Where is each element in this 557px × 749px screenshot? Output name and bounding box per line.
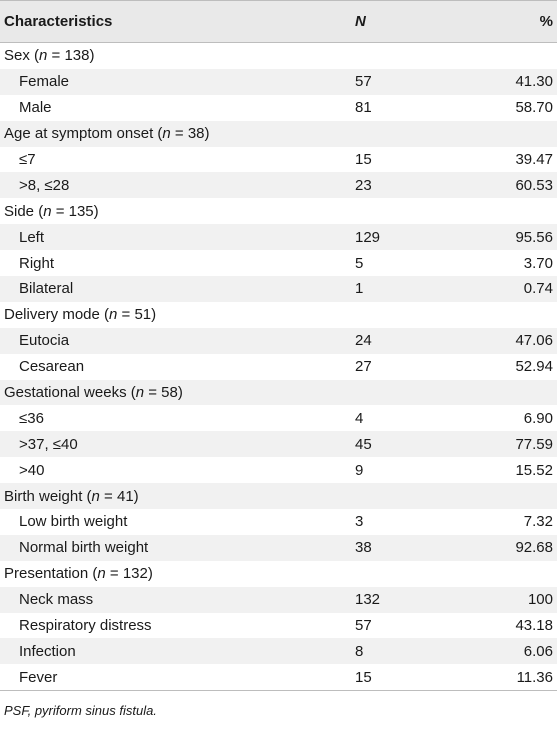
group-label-prefix: Gestational weeks ( bbox=[4, 384, 136, 402]
row-label: >37, ≤40 bbox=[19, 435, 78, 453]
table-header bbox=[0, 0, 557, 43]
group-label-suffix: = 41) bbox=[99, 487, 139, 505]
group-label bbox=[0, 488, 355, 505]
group-label-n: n bbox=[109, 306, 118, 324]
group-label-prefix: Sex ( bbox=[4, 47, 40, 65]
table-row bbox=[0, 587, 557, 613]
row-label: Eutocia bbox=[19, 332, 70, 350]
table-row bbox=[0, 405, 557, 431]
row-label: Respiratory distress bbox=[19, 617, 152, 635]
group-row bbox=[0, 198, 557, 224]
row-percent: 52.94 bbox=[515, 358, 553, 376]
row-n: 81 bbox=[355, 99, 372, 117]
group-label-suffix: = 132) bbox=[105, 565, 153, 583]
row-label: >40 bbox=[19, 461, 45, 479]
table-row bbox=[0, 509, 557, 535]
row-n: 132 bbox=[355, 591, 381, 609]
row-n: 15 bbox=[355, 668, 372, 686]
row-percent: 6.06 bbox=[523, 642, 553, 660]
row-label: Low birth weight bbox=[19, 513, 128, 531]
row-n: 57 bbox=[355, 617, 372, 635]
row-n: 8 bbox=[355, 642, 364, 660]
group-label-suffix: = 58) bbox=[144, 384, 183, 402]
group-row bbox=[0, 483, 557, 509]
group-label-suffix: = 135) bbox=[51, 202, 99, 220]
group-label bbox=[0, 306, 355, 323]
group-label bbox=[0, 384, 355, 401]
row-n: 38 bbox=[355, 539, 372, 557]
row-n: 45 bbox=[355, 435, 372, 453]
group-label-prefix: Delivery mode ( bbox=[4, 306, 110, 324]
group-label-prefix: Age at symptom onset ( bbox=[4, 125, 163, 143]
group-label-prefix: Birth weight ( bbox=[4, 487, 92, 505]
row-percent: 58.70 bbox=[515, 99, 553, 117]
row-percent: 43.18 bbox=[515, 617, 553, 635]
row-n: 15 bbox=[355, 151, 372, 168]
row-label: Left bbox=[19, 228, 45, 246]
row-percent: 92.68 bbox=[515, 539, 553, 557]
table-row bbox=[0, 69, 557, 95]
row-percent: 77.59 bbox=[515, 435, 553, 453]
group-label-suffix: = 38) bbox=[170, 125, 210, 143]
row-n: 129 bbox=[355, 228, 381, 246]
row-percent: 15.52 bbox=[515, 461, 553, 479]
row-n: 23 bbox=[355, 176, 372, 194]
table-row bbox=[0, 457, 557, 483]
group-label-n: n bbox=[135, 384, 145, 402]
row-percent: 100 bbox=[527, 591, 553, 609]
header-n: N bbox=[355, 13, 366, 30]
group-label bbox=[0, 203, 355, 220]
row-label: Female bbox=[19, 73, 70, 91]
row-n: 57 bbox=[355, 73, 372, 91]
group-row bbox=[0, 121, 557, 147]
row-percent: 47.06 bbox=[515, 332, 553, 350]
row-label: Infection bbox=[19, 642, 76, 660]
group-label-n: n bbox=[97, 565, 106, 583]
row-n: 27 bbox=[355, 358, 372, 376]
group-row bbox=[0, 561, 557, 587]
table-row bbox=[0, 613, 557, 639]
table-footnote: PSF, pyriform sinus fistula. bbox=[4, 703, 157, 719]
row-percent: 39.47 bbox=[515, 151, 553, 168]
group-label-n: n bbox=[39, 47, 48, 65]
group-row bbox=[0, 380, 557, 406]
row-n: 5 bbox=[355, 254, 364, 272]
table-row bbox=[0, 431, 557, 457]
row-percent: 0.74 bbox=[523, 280, 553, 298]
group-label-prefix: Side ( bbox=[4, 202, 44, 220]
group-label-n: n bbox=[162, 125, 171, 143]
table-row bbox=[0, 224, 557, 250]
row-n: 4 bbox=[355, 409, 364, 427]
group-label-suffix: = 51) bbox=[117, 306, 157, 324]
row-percent: 6.90 bbox=[523, 409, 553, 427]
row-percent: 11.36 bbox=[516, 668, 553, 686]
group-label-prefix: Presentation ( bbox=[4, 565, 98, 583]
table-row bbox=[0, 147, 557, 173]
row-percent: 7.32 bbox=[523, 513, 553, 531]
group-label bbox=[0, 125, 355, 142]
table-row bbox=[0, 354, 557, 380]
row-percent: 95.56 bbox=[515, 228, 553, 246]
row-label: ≤36 bbox=[19, 409, 44, 427]
table-row bbox=[0, 276, 557, 302]
row-n: 1 bbox=[355, 280, 364, 298]
row-percent: 3.70 bbox=[523, 254, 553, 272]
row-label: Neck mass bbox=[19, 591, 94, 609]
row-n: 3 bbox=[355, 513, 364, 531]
row-label: ≤7 bbox=[19, 151, 36, 168]
row-n: 24 bbox=[355, 332, 372, 350]
table-row bbox=[0, 95, 557, 121]
group-label-suffix: = 138) bbox=[47, 47, 95, 65]
table-row bbox=[0, 664, 557, 690]
header-characteristics: Characteristics bbox=[4, 13, 113, 30]
table-row bbox=[0, 328, 557, 354]
row-label: Right bbox=[19, 254, 55, 272]
row-percent: 41.30 bbox=[515, 73, 553, 91]
table-row bbox=[0, 638, 557, 664]
row-n: 9 bbox=[355, 461, 364, 479]
table-row bbox=[0, 250, 557, 276]
row-percent: 60.53 bbox=[515, 176, 553, 194]
group-row bbox=[0, 302, 557, 328]
row-label: >8, ≤28 bbox=[19, 176, 70, 194]
group-label bbox=[0, 565, 355, 582]
row-label: Fever bbox=[19, 668, 58, 686]
row-label: Normal birth weight bbox=[19, 539, 149, 557]
group-label-n: n bbox=[91, 487, 100, 505]
header-percent: % bbox=[539, 13, 553, 30]
table-body bbox=[0, 43, 557, 690]
table-row bbox=[0, 535, 557, 561]
group-label bbox=[0, 47, 355, 64]
row-label: Bilateral bbox=[19, 280, 74, 298]
group-label-n: n bbox=[43, 202, 52, 220]
table-row bbox=[0, 172, 557, 198]
row-label: Cesarean bbox=[19, 358, 85, 376]
row-label: Male bbox=[19, 99, 52, 117]
group-row bbox=[0, 43, 557, 69]
